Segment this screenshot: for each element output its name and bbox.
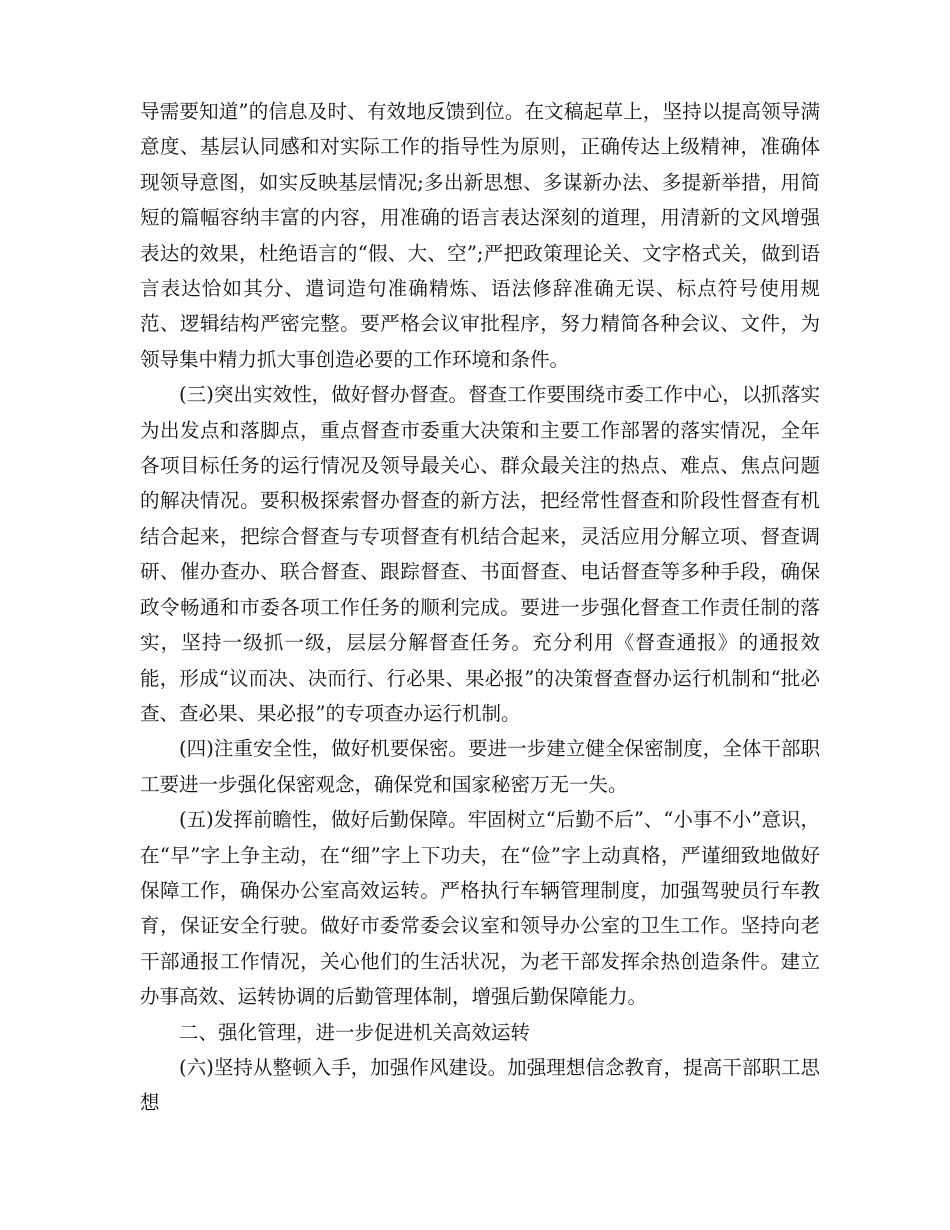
paragraph-continuation: 导需要知道”的信息及时、有效地反馈到位。在文稿起草上，坚持以提高领导满意度、基层认同感和对实际工作的指导性为原则，正确传达上级精神，准确体现领导意图，如实反映基层情况;多出新思想、多谋新办法、多提新举措，用简短的篇幅容纳丰富的内容，用准确的语言表达深刻的道理，用清新的文风增强表达的效果，杜绝语言的“假、大、空”;严把政策理论关、文字格式关，做到语言表达恰如其分、遣词造句准确精炼、语法修辞准确无误、标点符号使用规范、逻辑结构严密完整。要严格会议审批程序，努力精简各种会议、文件，为领导集中精力抓大事创造必要的工作环境和条件。 [140,100,820,371]
paragraph-section-3: (三)突出实效性，做好督办督查。督查工作要围绕市委工作中心，以抓落实为出发点和落脚点，重点督查市委重大决策和主要工作部署的落实情况，全年各项目标任务的运行情况及领导最关心、群众最关注的热点、难点、焦点问题的解决情况。要积极探索督办督查的新方法，把经常性督查和阶段性督查有机结合起来，把综合督查与专项督查有机结合起来，灵活应用分解立项、督查调研、催办查办、联合督查、跟踪督查、书面督查、电话督查等多种手段，确保政令畅通和市委各项工作任务的顺利完成。要进一步强化督查工作责任制的落实，坚持一级抓一级，层层分解督查任务。充分利用《督查通报》的通报效能，形成“议而决、决而行、行必果、果必报”的决策督查督办运行机制和“批必查、查必果、果必报”的专项查办运行机制。 [140,383,820,725]
paragraph-section-4: (四)注重安全性，做好机要保密。要进一步建立健全保密制度，全体干部职工要进一步强化保密观念，确保党和国家秘密万无一失。 [140,737,820,796]
section-heading-2: 二、强化管理，进一步促进机关高效运转 [179,1020,531,1044]
paragraph-section-5: (五)发挥前瞻性，做好后勤保障。牢固树立“后勤不后”、“小事不小”意识，在“早”字上争主动，在“细”字上下功夫，在“俭”字上动真格，严谨细致地做好保障工作，确保办公室高效运转。严格执行车辆管理制度，加强驾驶员行车教育，保证安全行驶。做好市委常委会议室和领导办公室的卫生工作。坚持向老干部通报工作情况，关心他们的生活状况，为老干部发挥余热创造条件。建立办事高效、运转协调的后勤管理体制，增强后勤保障能力。 [140,808,820,1009]
paragraph-section-6: (六)坚持从整顿入手，加强作风建设。加强理想信念教育，提高干部职工思想 [140,1055,820,1115]
